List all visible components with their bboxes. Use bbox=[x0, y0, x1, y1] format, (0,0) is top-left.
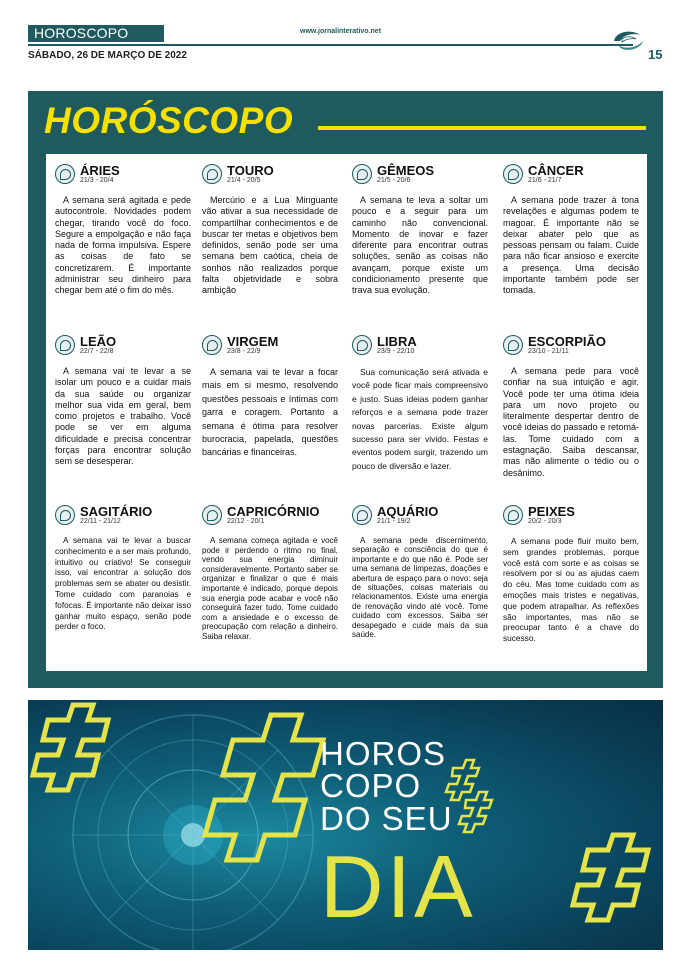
sign-dates: 23/9 - 22/10 bbox=[377, 348, 415, 355]
page-number: 15 bbox=[648, 47, 663, 62]
sign-text: A semana será agitada e pede autocontrole. Novidades podem chegar, tirando você do foco. Segure a empolgação e não faça nada de forma impulsiva. Espere as coisas de fato se concretizarem. É importante administrar seu dinheiro para chegar bem até o fim do mês. bbox=[55, 195, 191, 296]
capricorn-icon bbox=[202, 505, 222, 525]
publication-date: SÁBADO, 26 DE MARÇO DE 2022 bbox=[28, 50, 187, 61]
sign-scorpio bbox=[503, 334, 639, 479]
sign-text: A semana te leva a soltar um pouco e a seguir para um caminho não convencional. Momento de inovar e fazer diferente para encontrar outras soluções, senão as coisas não avançam, porque existe um condicionamento presente que trava sua evolução. bbox=[352, 195, 488, 296]
sign-name: LIBRA bbox=[377, 334, 417, 349]
banner-text-line2: COPO bbox=[320, 767, 422, 804]
sign-name: GÊMEOS bbox=[377, 163, 435, 178]
sign-cancer bbox=[503, 163, 639, 297]
sign-text: A semana pode trazer à tona revelações e algumas podem te magoar. É importante não se deixar abater pelo que as pessoas pensam ou falam. Cuide para não ficar ansioso e exercite a presença. Uma decisão importante também pode ser tomada. bbox=[503, 195, 639, 296]
sign-dates: 20/2 - 20/3 bbox=[528, 518, 562, 525]
sign-name: CAPRICÓRNIO bbox=[227, 504, 320, 519]
sign-libra bbox=[352, 334, 488, 473]
virgo-icon bbox=[202, 335, 222, 355]
sign-dates: 22/11 - 21/12 bbox=[80, 518, 121, 525]
sign-dates: 23/8 - 22/9 bbox=[227, 348, 261, 355]
sign-name: VIRGEM bbox=[227, 334, 279, 349]
banner-text-line1: HOROS bbox=[320, 735, 447, 772]
sign-virgo bbox=[202, 334, 338, 460]
sign-text: Sua comunicação será ativada e você pode ficar mais compreensivo e justo. Suas ideias podem ganhar reforços e a semana pode trazer novas parcerias. Existe algum sucesso para ser vivido. Festas e eventos podem surgir, trazendo um pouco de diversão e lazer. bbox=[352, 367, 488, 471]
cancer-icon bbox=[503, 164, 523, 184]
sign-pisces bbox=[503, 504, 639, 644]
sign-dates: 23/10 - 21/11 bbox=[528, 348, 569, 355]
sign-dates: 22/7 - 22/8 bbox=[80, 348, 114, 355]
sign-leo bbox=[55, 334, 191, 468]
sign-name: LEÃO bbox=[80, 334, 117, 349]
sign-text: A semana pede para você confiar na sua intuição e agir. Você pode ter uma ótima ideia para um novo projeto ou literalmente despertar dentro de você ideias do passado e retomá-las. Tome cuidado com a estagnação. Saiba descansar, mas não alimente o tédio ou o desânimo. bbox=[503, 366, 639, 478]
sign-dates: 21/6 - 21/7 bbox=[528, 177, 562, 184]
sign-name: SAGITÁRIO bbox=[80, 504, 153, 519]
sign-aries bbox=[55, 163, 191, 297]
scorpio-icon bbox=[503, 335, 523, 355]
sign-text: A semana vai te levar a se isolar um pouco e a cuidar mais da sua saúde ou organizar melhor sua vida em geral, bem como projetos e trabalho. Você pode se ver em alguma dificuldade e precisa concentrar forças para encontrar solução sem se desesperar. bbox=[55, 366, 191, 467]
sign-dates: 21/1 - 19/2 bbox=[377, 518, 411, 525]
sign-text: A semana vai te levar a buscar conhecimento e a ser mais profundo, intuitivo ou criativo! Se conseguir isso, vai encontrar a solução dos problemas sem se abater ou desistir. Tome cuidado com paranoias e fofocas. É importante não deixar isso ganhar muito espaço, senão pode perder o foco. bbox=[55, 536, 191, 632]
newspaper-logo-icon bbox=[610, 27, 646, 53]
sign-name: AQUÁRIO bbox=[377, 504, 439, 519]
header-rule bbox=[28, 44, 633, 46]
sign-sagittarius bbox=[55, 504, 191, 633]
sign-text: A semana começa agitada e você pode ir perdendo o ritmo no final, vendo sua energia diminuir consideravelmente. Portanto saber se organizar e finalizar o que é mais importante é indicado, porque depois sua energia pode acabar e você não conseguirá fazer tudo. Tome cuidado com a ansiedade e o excesso de preocupação com relação a dinheiro. Saiba relaxar. bbox=[202, 536, 338, 641]
title-rule bbox=[318, 126, 646, 130]
sign-dates: 22/12 - 20/1 bbox=[227, 518, 265, 525]
libra-icon bbox=[352, 335, 372, 355]
aquarius-icon bbox=[352, 505, 372, 525]
banner-text-line3: DO SEU bbox=[320, 800, 453, 837]
sign-text: Mercúrio e a Lua Minguante vão ativar a sua necessidade de compartilhar conhecimentos e de buscar ter metas e objetivos bem definidos, senão pode ser uma semana bem caótica, cheia de sonhos não realizados porque falta objetividade e sobra ambição bbox=[202, 195, 338, 296]
sign-text: A semana vai te levar a focar mais em si mesmo, resolvendo questões pessoais e íntimas com garra e coragem. Portanto a semana é ótima para resolver burocracia, papelada, questões bancárias e financeiras. bbox=[202, 367, 338, 458]
sign-taurus bbox=[202, 163, 338, 297]
sign-dates: 21/4 - 20/5 bbox=[227, 177, 261, 184]
website-url[interactable]: www.jornalinterativo.net bbox=[300, 28, 382, 35]
sign-capricorn bbox=[202, 504, 338, 642]
sign-name: CÂNCER bbox=[528, 163, 584, 178]
pisces-icon bbox=[503, 505, 523, 525]
sagittarius-icon bbox=[55, 505, 75, 525]
leo-icon bbox=[55, 335, 75, 355]
gemini-icon bbox=[352, 164, 372, 184]
sign-dates: 21/3 - 20/4 bbox=[80, 177, 114, 184]
sign-name: ESCORPIÃO bbox=[528, 334, 607, 349]
sign-text: A semana pede discernimento, separação e consciência do que é importante e do que não é. Pode ser uma semana de limpezas, doações e abertura de espaço para o novo: seja de situações, coisas materiais ou relacionamentos. Existe uma energia de renovação vindo até você. Tome cuidado com excessos. Saiba ser desapegado e cuide mais da sua saúde. bbox=[352, 536, 488, 640]
banner-text-line4: DIA bbox=[320, 837, 476, 936]
sign-name: PEIXES bbox=[528, 504, 575, 519]
page-title: HORÓSCOPO bbox=[44, 100, 294, 141]
sign-aquarius bbox=[352, 504, 488, 639]
taurus-icon bbox=[202, 164, 222, 184]
section-label: HOROSCOPO bbox=[28, 25, 164, 42]
sign-text: A semana pode fluir muito bem, sem grandes problemas, porque você está com sorte e as coisas se resolvem por si ou as ajudas caem do céu. Mas tome cuidado com as emoções mais tristes e negativas, que podem atrapalhar. As reflexões são importantes, mas não se preocupar tanto é a chave do sucesso. bbox=[503, 536, 639, 644]
sign-dates: 21/5 - 20/6 bbox=[377, 177, 411, 184]
sign-gemini bbox=[352, 163, 488, 297]
sign-name: ÁRIES bbox=[80, 163, 120, 178]
sign-name: TOURO bbox=[227, 163, 274, 178]
aries-icon bbox=[55, 164, 75, 184]
